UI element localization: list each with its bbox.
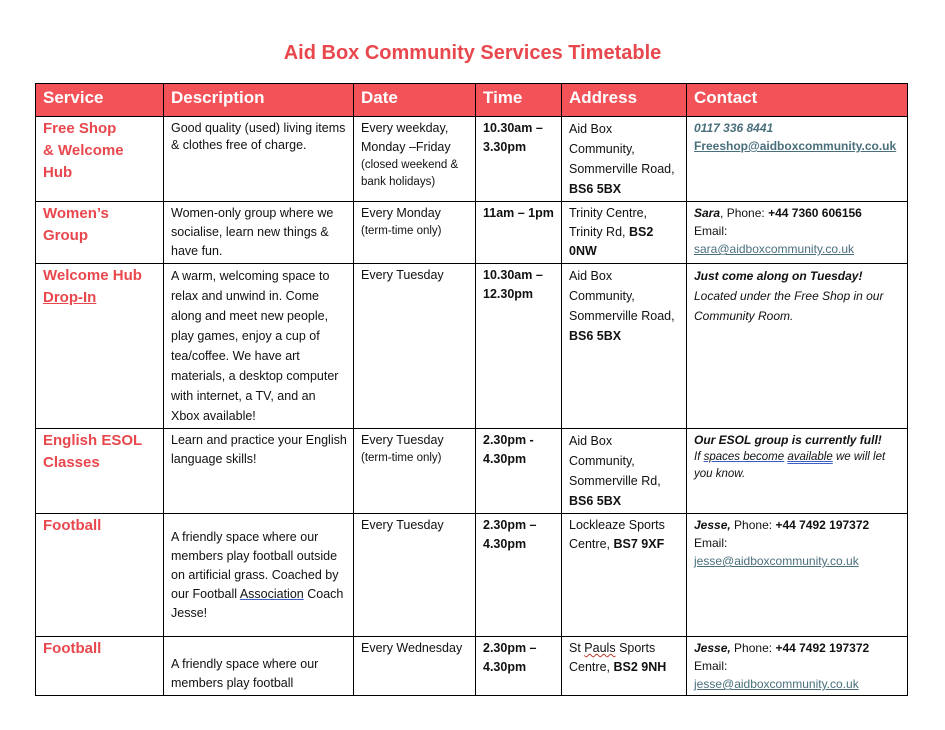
date-cell [354,429,476,514]
date-cell [354,264,476,429]
page-title: Aid Box Community Services Timetable [283,42,662,64]
phone-number[interactable]: +44 7492 197372 [775,641,870,655]
description-cell [164,264,354,429]
contact-note: Located under the Free Shop in our Community Room. [694,289,884,323]
table-row [36,117,908,202]
address-cell [562,514,687,637]
time-cell: 10.30am – 3.30pm [476,117,562,202]
contact-name: Jesse, [694,641,731,655]
email-link[interactable]: jesse@aidboxcommunity.co.uk [694,677,859,691]
table-row [36,637,908,696]
contact-cell [687,202,908,264]
table-row [36,429,908,514]
phone-number[interactable]: +44 7492 197372 [775,518,870,532]
description-text: A friendly space where our members play football outside on artificial grass. Coached by our Football [171,529,339,601]
address-text: Sports Centre, [569,641,656,674]
description-cell [164,202,354,264]
description-cell [164,429,354,514]
service-name: Football [43,640,102,657]
table-row [36,264,908,429]
description-link: Association [239,586,304,601]
address-cell [562,429,687,514]
email-link[interactable]: sara@aidboxcommunity.co.uk [694,242,855,256]
service-name: & Welcome [43,142,124,159]
time-cell: 2.30pm - 4.30pm [476,429,562,514]
contact-note: spaces become [703,451,785,463]
service-name: Drop-In [43,289,97,306]
address-cell [562,117,687,202]
contact-note: If [694,451,701,463]
email-label: Email: [694,659,728,673]
description-cell [164,637,354,696]
date-cell [354,202,476,264]
contact-cell [687,429,908,514]
description-cell [164,514,354,637]
address-text: Aid Box Community, Sommerville Road, [569,269,675,323]
contact-cell [687,117,908,202]
email-label: Email: [694,224,728,238]
address-text: St [569,641,581,655]
address-text: Aid Box Community, Sommerville Rd, [569,434,661,488]
service-cell [36,514,164,637]
description-text: A friendly space where our members play football [171,657,319,690]
date-note: (closed weekend & bank holidays) [361,159,459,188]
address-cell [562,637,687,696]
description-cell [164,117,354,202]
col-header-description: Description [164,84,354,117]
col-header-service: Service [36,84,164,117]
service-name: English ESOL [43,432,143,449]
date-cell [354,637,476,696]
time-cell: 11am – 1pm [476,202,562,264]
phone-label: Phone: [734,518,773,532]
service-name: Group [43,227,88,244]
service-cell [36,637,164,696]
service-cell [36,429,164,514]
date-note: (term-time only) [361,225,442,237]
service-name: Hub [43,164,73,181]
description-text: Women-only group where we socialise, learn new things & have fun. [171,206,334,258]
date-note: (term-time only) [361,452,442,464]
col-header-address: Address [562,84,687,117]
contact-headline: Just come along on Tuesday! [694,269,863,283]
postcode: BS2 9NH [613,660,667,674]
time-cell: 2.30pm – 4.30pm [476,637,562,696]
service-name: Classes [43,454,100,471]
postcode: BS6 5BX [569,494,622,508]
timetable [35,83,908,696]
phone-number[interactable]: 0117 336 8441 [694,121,774,135]
date-cell [354,117,476,202]
postcode: BS2 0NW [569,225,654,258]
contact-name: Sara [694,206,721,220]
contact-cell [687,637,908,696]
contact-cell [687,514,908,637]
time-cell: 10.30am – 12.30pm [476,264,562,429]
time-cell: 2.30pm –4.30pm [476,514,562,637]
address-text: Aid Box Community, Sommerville Road, [569,122,675,176]
postcode: BS6 5BX [569,329,622,343]
address-text: Pauls [584,641,616,655]
date-text: Every Monday [361,206,441,220]
contact-cell [687,264,908,429]
contact-name: Jesse, [694,518,731,532]
address-text: Trinity Centre, Trinity Rd, [569,206,648,239]
phone-label: Phone: [734,641,773,655]
col-header-date: Date [354,84,476,117]
service-cell [36,202,164,264]
postcode: BS7 9XF [613,537,665,551]
date-text: Every Tuesday [361,433,444,447]
date-text: Every Tuesday [361,268,444,282]
service-name: Free Shop [43,120,117,137]
service-name: Women’s [43,205,109,222]
col-header-contact: Contact [687,84,908,117]
date-text: Every Tuesday [361,518,444,532]
table-row [36,202,908,264]
date-text: Every Wednesday [361,641,463,655]
contact-note: we will let you know. [694,451,886,480]
service-name: Welcome Hub [43,267,142,284]
email-link[interactable]: jesse@aidboxcommunity.co.uk [694,554,859,568]
date-text: Every weekday, Monday –Friday [361,121,451,154]
address-cell [562,202,687,264]
service-cell [36,117,164,202]
service-name: Football [43,517,102,534]
description-text: A warm, welcoming space to relax and unwind in. Come along and meet new people, play games, enjoy a cup of tea/coffee. We have art materials, a desktop computer with internet, a TV, and an Xbox available! [171,269,339,423]
phone-label: , Phone: [720,206,765,220]
service-cell [36,264,164,429]
date-cell [354,514,476,637]
email-link[interactable]: Freeshop@aidboxcommunity.co.uk [694,139,897,153]
address-text: Lockleaze Sports Centre, [569,518,665,551]
contact-note: available [787,451,833,463]
col-header-time: Time [476,84,562,117]
description-text: Good quality (used) living items & clothes free of charge. [171,121,346,152]
table-row [36,514,908,637]
address-cell [562,264,687,429]
contact-headline: Our ESOL group is currently full! [694,433,882,447]
phone-number[interactable]: +44 7360 606156 [768,206,862,220]
description-text: Coach Jesse! [171,586,344,620]
header-row [36,84,908,117]
description-text: Learn and practice your English language skills! [171,433,347,466]
postcode: BS6 5BX [569,182,622,196]
email-label: Email: [694,536,728,550]
